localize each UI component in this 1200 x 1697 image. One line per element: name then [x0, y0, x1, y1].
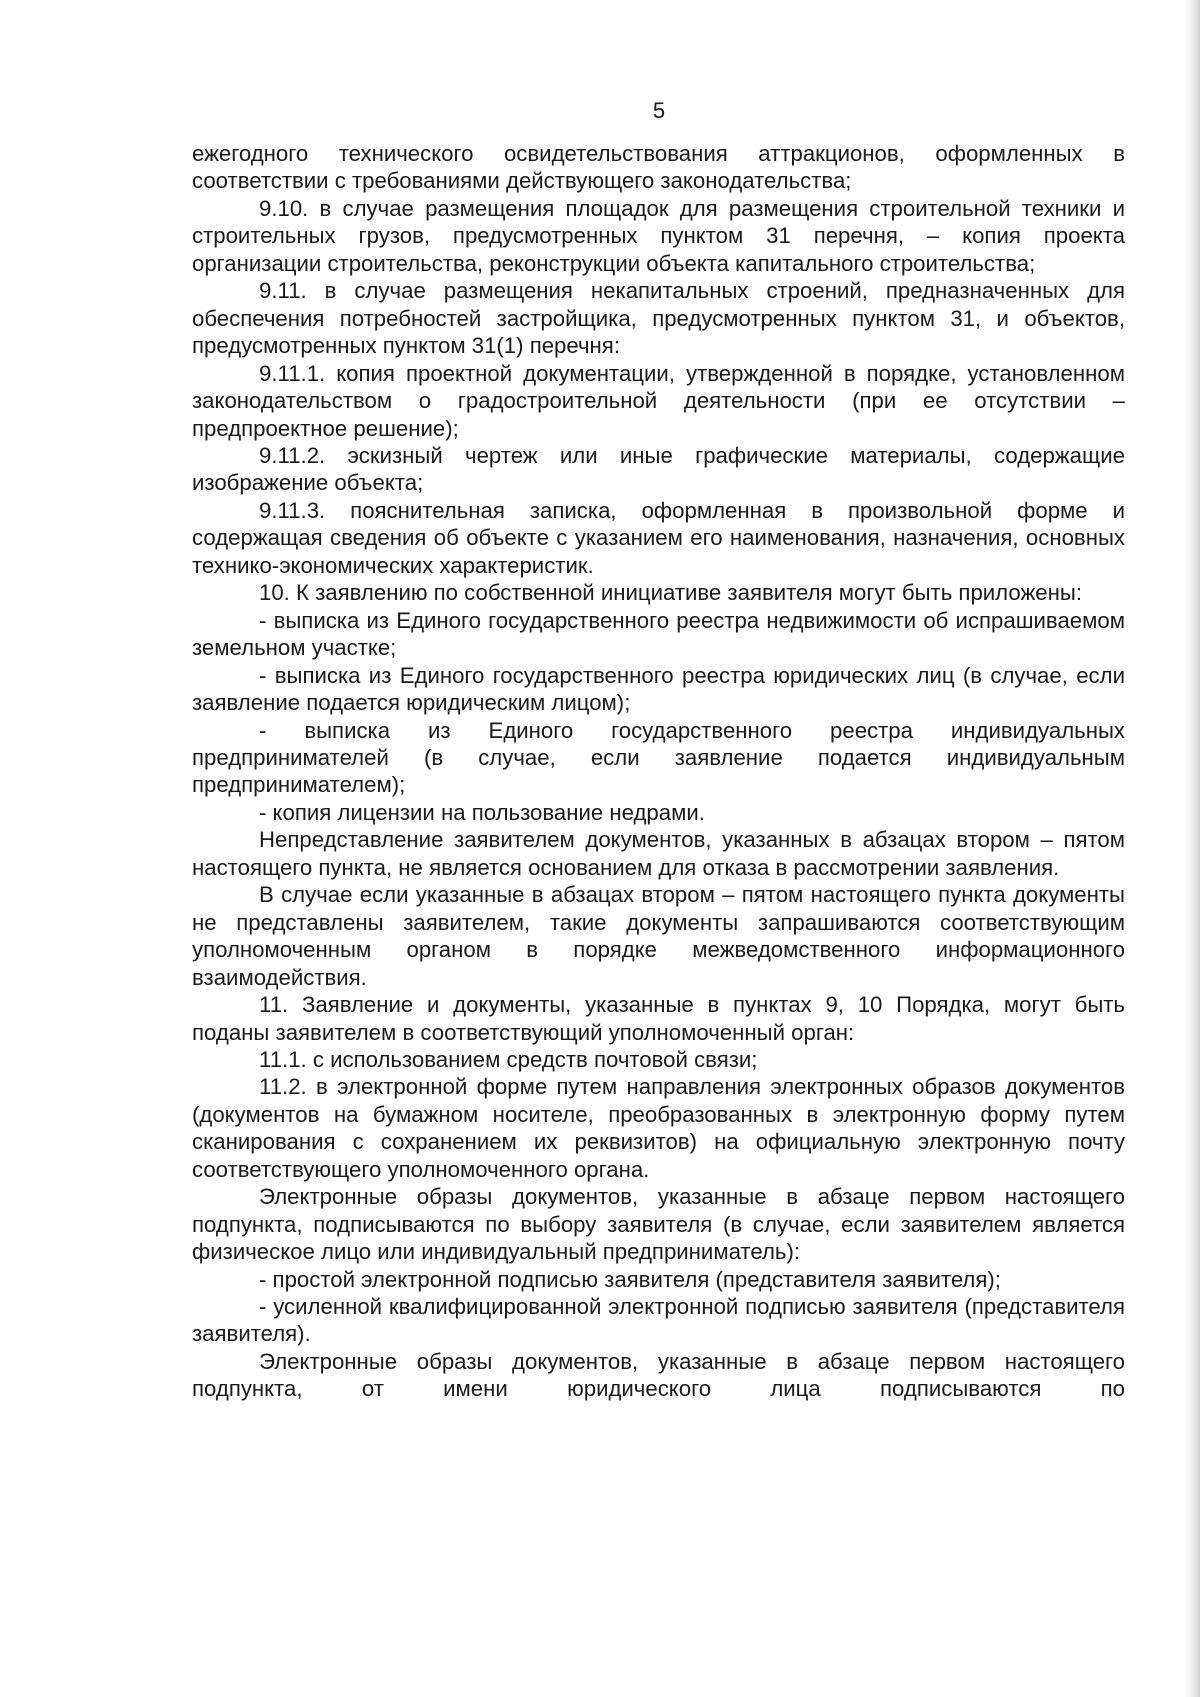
list-item-egrip-extract: - выписка из Единого государственного реестра индивидуальных предпринимателей (в случае, если заявление подается индивидуальным предпринимателем); — [192, 717, 1125, 798]
scan-edge-shadow — [1184, 0, 1200, 1697]
list-item-egrn-extract: - выписка из Единого государственного реестра недвижимости об испрашиваемом земельном участке; — [192, 607, 1125, 661]
paragraph-9-11-1: 9.11.1. копия проектной документации, утвержденной в порядке, установленном законодательством о градостроительной деятельности (при ее отсутствии – предпроектное решение); — [192, 360, 1125, 441]
page-number: 5 — [652, 98, 666, 123]
paragraph-10: 10. К заявлению по собственной инициативе заявителя могут быть приложены: — [259, 580, 1083, 606]
paragraph-11: 11. Заявление и документы, указанные в пунктах 9, 10 Порядка, могут быть поданы заявителем в соответствующий уполномоченный орган: — [192, 992, 1125, 1045]
list-item-egrul-extract: - выписка из Единого государственного реестра юридических лиц (в случае, если заявление подается юридическим лицом); — [192, 662, 1125, 716]
list-item-subsoil-license: - копия лицензии на пользование недрами. — [259, 799, 705, 825]
document-body — [192, 140, 1125, 1403]
paragraph-non-submission: Непредставление заявителем документов, указанных в абзацах втором – пятом настоящего пункта, не является основанием для отказа в рассмотрении заявления. — [192, 827, 1125, 880]
paragraph-interagency-request: В случае если указанные в абзацах втором – пятом настоящего пункта документы не представлены заявителем, такие документы запрашиваются соответствующим уполномоченным органом в порядке межведомственного информационного взаимодействия. — [192, 882, 1125, 990]
list-item-qualified-signature: - усиленной квалифицированной электронной подписью заявителя (представителя заявителя). — [192, 1294, 1125, 1347]
paragraph-9-11-2: 9.11.2. эскизный чертеж или иные графические материалы, содержащие изображение объекта; — [192, 442, 1125, 496]
paragraph-9-11: 9.11. в случае размещения некапитальных строений, предназначенных для обеспечения потребностей застройщика, предусмотренных пунктом 31, и объектов, предусмотренных пунктом 31(1) перечня: — [192, 278, 1125, 359]
paragraph-9-11-3: 9.11.3. пояснительная записка, оформленная в произвольной форме и содержащая сведения об объекте с указанием его наименования, назначения, основных технико-экономических характеристик. — [192, 497, 1125, 578]
list-item-simple-signature: - простой электронной подписью заявителя (представителя заявителя); — [259, 1266, 1001, 1292]
paragraph-9-10: 9.10. в случае размещения площадок для размещения строительной техники и строительных грузов, предусмотренных пунктом 31 перечня, – копия проекта организации строительства, реконструкции объекта капитального строительства; — [192, 195, 1125, 276]
paragraph-11-2: 11.2. в электронной форме путем направления электронных образов документов (документов на бумажном носителе, преобразованных в электронную форму путем сканирования с сохранением их реквизитов) на официальную электронную почту соответствующего уполномоченного органа. — [192, 1074, 1125, 1182]
paragraph-electronic-images-individual: Электронные образы документов, указанные в абзаце первом настоящего подпункта, подписываются по выбору заявителя (в случае, если заявителем является физическое лицо или индивидуальный предприниматель): — [192, 1184, 1125, 1265]
paragraph-11-1: 11.1. с использованием средств почтовой связи; — [259, 1046, 758, 1072]
paragraph-electronic-images-legal-entity: Электронные образы документов, указанные в абзаце первом настоящего подпункта, от имени юридического лица подписываются по — [192, 1348, 1125, 1402]
paragraph-continuation: ежегодного технического освидетельствования аттракционов, оформленных в соответствии с требованиями действующего законодательства; — [192, 141, 1125, 194]
